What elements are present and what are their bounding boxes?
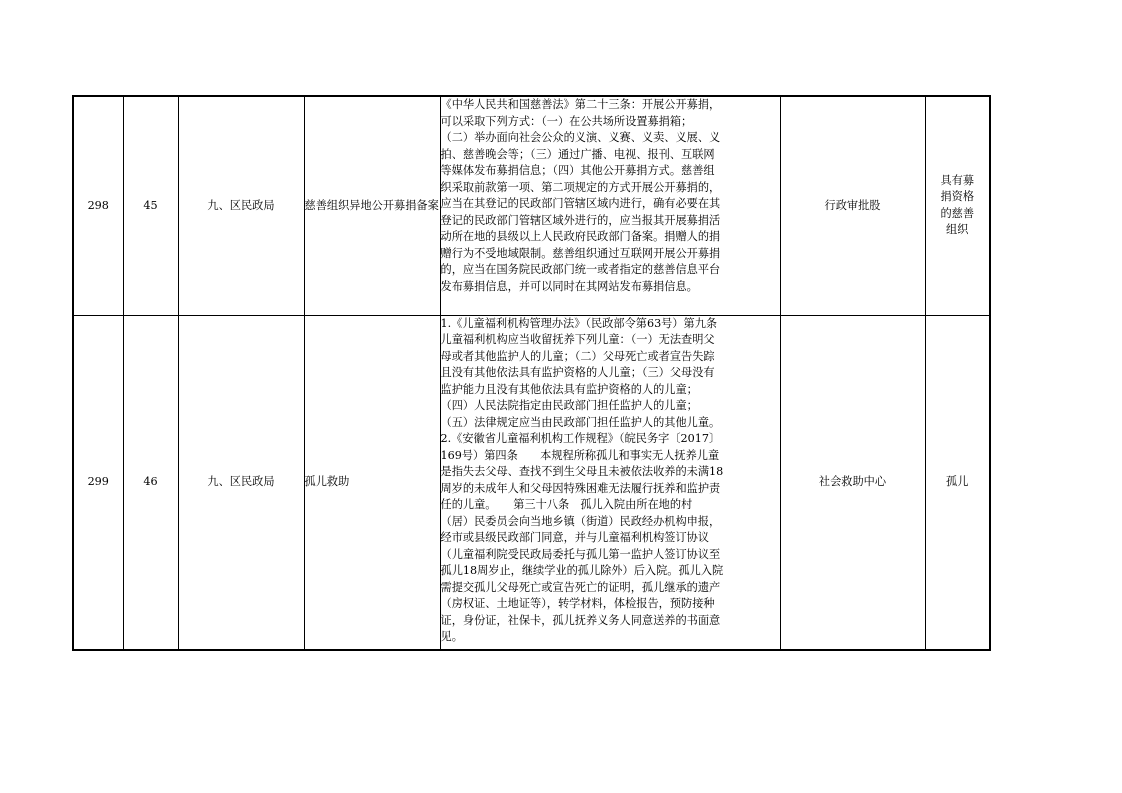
legal-basis-cell: 1.《儿童福利机构管理办法》（民政部令第63号）第九条 儿童福利机构应当收留抚养下列儿童：（一）无法查明父 母或者其他监护人的儿童；（二）父母死亡或者宣告失踪 且没有其他依法具有监护资格的人儿童；（三）父母没有 监护能力且没有其他依法具有监护资格的人的儿童； （四）人民法院指定由民政部门担任监护人的儿童； （五）法律规定应当由民政部门担任监护人的其他儿童。 2.《安徽省儿童福利机构工作规程》（皖民务字〔2017〕 169号）第四条 本规程所称孤儿和事实无人抚养儿童 是指失去父母、查找不到生父母且未被依法收养的未满18 周岁的未成年人和父母因特殊困难无法履行抚养和监护责 任的儿童。 第三十八条 孤儿入院由所在地的村 （居）民委员会向当地乡镇（街道）民政经办机构申报， 经市或县级民政部门同意，并与儿童福利机构签订协议 （儿童福利院受民政局委托与孤儿第一监护人签订协议至 孤儿18周岁止，继续学业的孤儿除外）后入院。孤儿入院 需提交孤儿父母死亡或宣告死亡的证明，孤儿继承的遗产 （房权证、土地证等），转学材料，体检报告，预防接种 证，身份证，社保卡，孤儿抚养义务人同意送养的书面意 见。: [440, 315, 780, 650]
department-cell: 九、区民政局: [178, 96, 304, 315]
subject-text: 孤儿: [946, 475, 969, 488]
item-name-cell: 慈善组织异地公开募捐备案: [304, 96, 440, 315]
table-row: [73, 315, 990, 650]
item-name-cell: 孤儿救助: [304, 315, 440, 650]
seq-cell: 298: [73, 96, 123, 315]
sub-seq-cell: 46: [123, 315, 178, 650]
department-cell: 九、区民政局: [178, 315, 304, 650]
sub-seq-cell: 45: [123, 96, 178, 315]
responsible-unit-cell: 社会救助中心: [780, 315, 925, 650]
table-row: [73, 96, 990, 315]
responsible-unit-cell: 行政审批股: [780, 96, 925, 315]
subject-text: 具有募捐资格的慈善组织: [940, 173, 975, 237]
subject-cell: [925, 315, 990, 650]
seq-cell: 299: [73, 315, 123, 650]
power-list-table: [72, 95, 991, 651]
legal-basis-cell: 《中华人民共和国慈善法》第二十三条：开展公开募捐， 可以采取下列方式：（一）在公共场所设置募捐箱； （二）举办面向社会公众的义演、义赛、义卖、义展、义 拍、慈善晚会等；（三）通过广播、电视、报刊、互联网 等媒体发布募捐信息；（四）其他公开募捐方式。慈善组 织采取前款第一项、第二项规定的方式开展公开募捐的， 应当在其登记的民政部门管辖区域内进行，确有必要在其 登记的民政部门管辖区域外进行的，应当报其开展募捐活 动所在地的县级以上人民政府民政部门备案。捐赠人的捐 赠行为不受地域限制。慈善组织通过互联网开展公开募捐 的，应当在国务院民政部门统一或者指定的慈善信息平台 发布募捐信息，并可以同时在其网站发布募捐信息。: [440, 96, 780, 315]
subject-cell: [925, 96, 990, 315]
